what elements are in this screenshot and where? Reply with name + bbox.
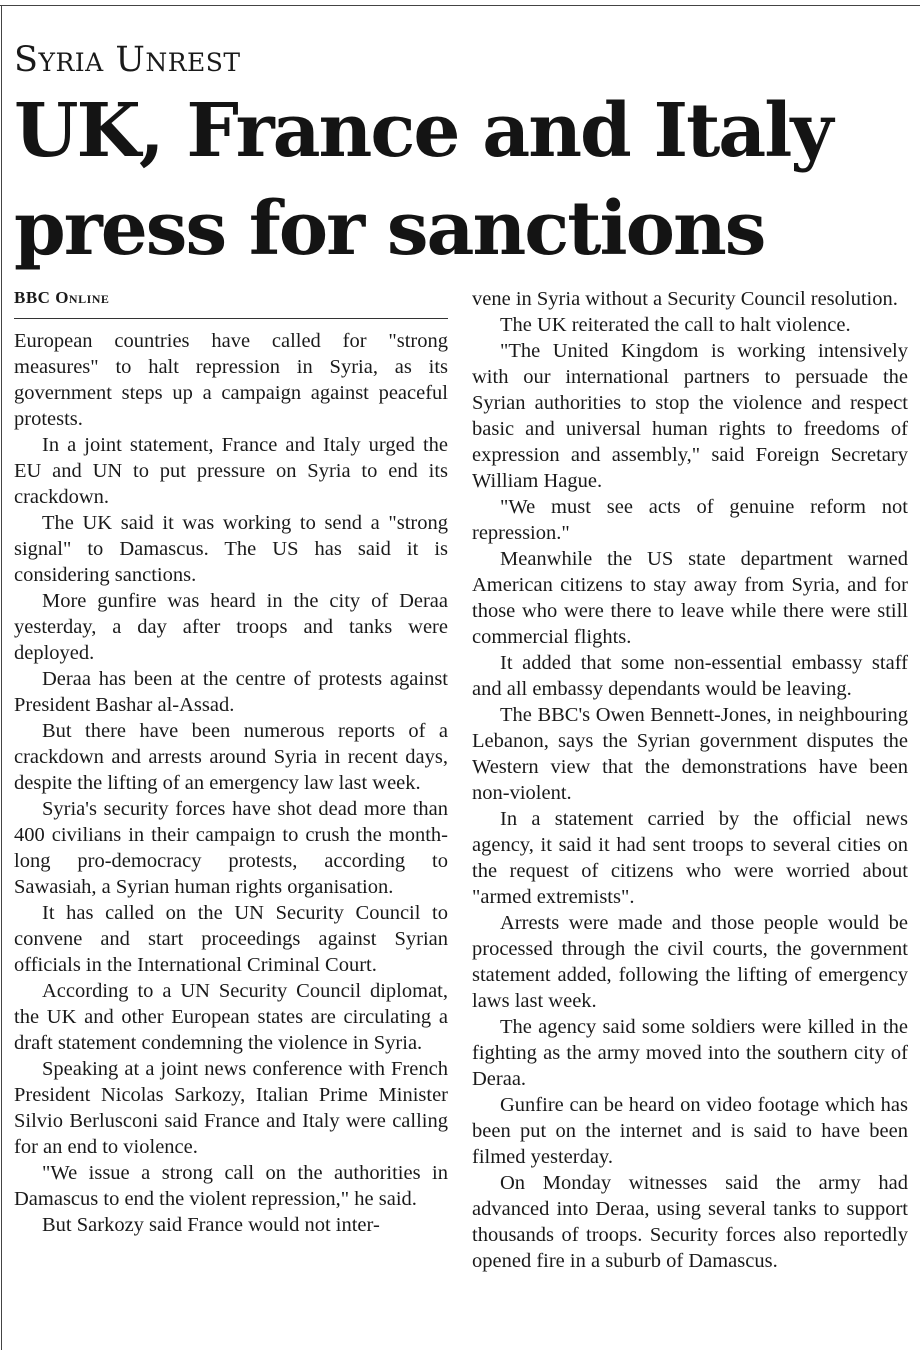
paragraph: More gunfire was heard in the city of Deraa yesterday, a day after troops and tanks were deployed. bbox=[14, 590, 448, 664]
paragraph: In a statement carried by the official news agency, it said it had sent troops to several cities on the request of citizens who were worried about "armed extremists". bbox=[472, 808, 908, 908]
section-kicker: Syria Unrest bbox=[14, 40, 241, 80]
paragraph: European countries have called for "strong measures" to halt repression in Syria, as its government steps up a campaign against peaceful protests. bbox=[14, 330, 448, 430]
paragraph: The UK said it was working to send a "strong signal" to Damascus. The US has said it is considering sanctions. bbox=[14, 512, 448, 586]
paragraph: "We must see acts of genuine reform not repression." bbox=[472, 496, 908, 544]
paragraph: Syria's security forces have shot dead more than 400 civilians in their campaign to crush the month-long pro-democracy protests, according to Sawasiah, a Syrian human rights organisation. bbox=[14, 798, 448, 898]
paragraph: It added that some non-essential embassy staff and all embassy dependants would be leaving. bbox=[472, 652, 908, 700]
clipping-left-border bbox=[1, 5, 2, 1350]
paragraph: Deraa has been at the centre of protests against President Bashar al-Assad. bbox=[14, 668, 448, 716]
paragraph: The UK reiterated the call to halt violence. bbox=[500, 314, 851, 336]
article-column-left bbox=[14, 328, 448, 1238]
paragraph: According to a UN Security Council diplomat, the UK and other European states are circulating a draft statement condemning the violence in Syria. bbox=[14, 980, 448, 1054]
paragraph: Arrests were made and those people would be processed through the civil courts, the government statement added, following the lifting of emergency laws last week. bbox=[472, 912, 908, 1012]
paragraph: The agency said some soldiers were killed in the fighting as the army moved into the southern city of Deraa. bbox=[472, 1016, 908, 1090]
paragraph-continued: vene in Syria without a Security Council resolution. bbox=[472, 288, 898, 310]
paragraph: Gunfire can be heard on video footage which has been put on the internet and is said to have been filmed yesterday. bbox=[472, 1094, 908, 1168]
paragraph: "We issue a strong call on the authorities in Damascus to end the violent repression," he said. bbox=[14, 1162, 448, 1210]
paragraph: But there have been numerous reports of a crackdown and arrests around Syria in recent days, despite the lifting of an emergency law last week. bbox=[14, 720, 448, 794]
clipping-top-border bbox=[0, 5, 920, 6]
paragraph: In a joint statement, France and Italy urged the EU and UN to put pressure on Syria to end its crackdown. bbox=[14, 434, 448, 508]
paragraph: On Monday witnesses said the army had advanced into Deraa, using several tanks to support thousands of troops. Security forces also reportedly opened fire in a suburb of Damascus. bbox=[472, 1172, 908, 1272]
byline-divider bbox=[14, 318, 448, 319]
byline: BBC Online bbox=[14, 288, 110, 307]
paragraph: "The United Kingdom is working intensively with our international partners to persuade the Syrian authorities to stop the violence and respect basic and universal human rights to freedoms of expression and assembly," said Foreign Secretary William Hague. bbox=[472, 340, 908, 492]
headline bbox=[14, 82, 914, 278]
paragraph: But Sarkozy said France would not inter- bbox=[42, 1214, 380, 1236]
paragraph: The BBC's Owen Bennett-Jones, in neighbouring Lebanon, says the Syrian government disputes the Western view that the demonstrations have been non-violent. bbox=[472, 704, 908, 804]
paragraph: Speaking at a joint news conference with French President Nicolas Sarkozy, Italian Prime Minister Silvio Berlusconi said France and Italy were calling for an end to violence. bbox=[14, 1058, 448, 1158]
paragraph: It has called on the UN Security Council to convene and start proceedings against Syrian officials in the International Criminal Court. bbox=[14, 902, 448, 976]
headline-line-1: UK, France and Italy bbox=[14, 88, 832, 174]
headline-line-2: press for sanctions bbox=[14, 186, 765, 272]
article-column-right bbox=[472, 286, 908, 1274]
paragraph: Meanwhile the US state department warned American citizens to stay away from Syria, and for those who were there to leave while there were still commercial flights. bbox=[472, 548, 908, 648]
